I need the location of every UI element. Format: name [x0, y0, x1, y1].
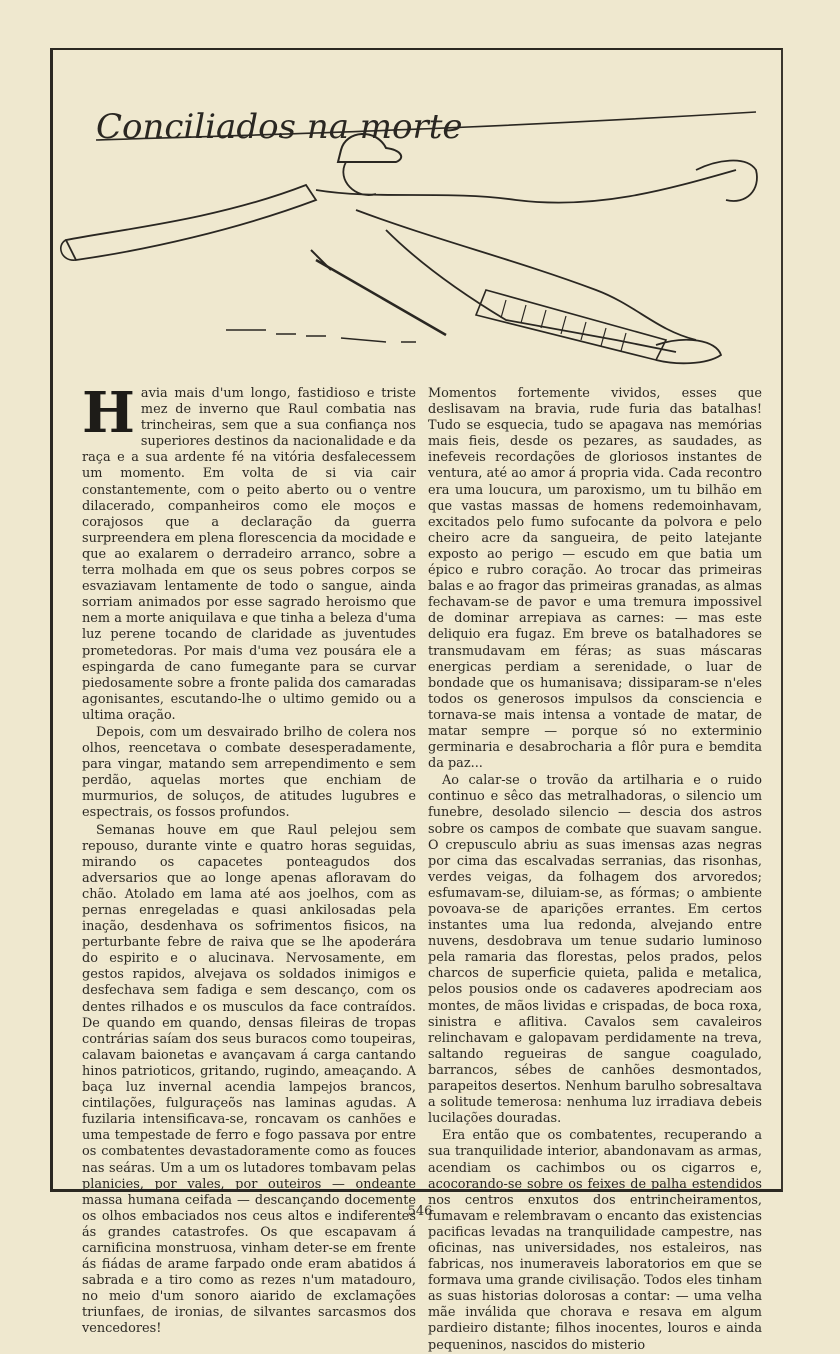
paragraph: Ao calar-se o trovão da artilharia e o ruido continuo e sêco das metralhadoras, o silencio um funebre, desolado silencio — descia dos astros sobre os campos de combate que suavam sangue. O crepusculo abriu as suas imensas azas negras por cima das escalvadas serranias, das risonhas, verdes veigas, da folhagem dos arvoredos; esfumavam-se, diluiam-se, as fórmas; o ambiente povoava-se de aparições errantes. Em certos instantes uma lua redonda, alvejando entre nuvens, desdobrava um tenue sudario luminoso pela ramaria das florestas, pelos prados, pelos charcos de superficie quieta, palida e metalica, pelos pousios onde os cadaveres apodreciam aos montes, de mãos lividas e crispadas, de boca roxa, sinistra e aflitiva. Cavalos sem cavaleiros relinchavam e galopavam perdidamente na treva, saltando regueiras de sangue coagulado, barrancos, sébes de canhões desmontados, parapeitos desertos. Nenhum barulho sobresaltava a solitude temerosa: nenhuma luz irradiava debeis lucilações douradas.: [428, 773, 762, 1127]
paragraph: Momentos fortemente vividos, esses que deslisavam na bravia, rude furia das batalhas! Tudo se esquecia, tudo se apagava nas memórias mais fieis, desde os pezares, as saudades, as inefeveis recordações de gloriosos instantes de ventura, até ao amor á propria vida. Cada recontro era uma loucura, um paroxismo, um tu bilhão em que vastas massas de homens redemoinhavam, excitados pelo fumo sufocante da polvora e pelo cheiro acre da sangueira, de peito latejante exposto ao perigo — escudo em que batia um épico e rubro coração. Ao trocar das primeiras balas e ao fragor das primeiras granadas, as almas fechavam-se de pavor e uma tremura impossivel de dominar arrepiava as carnes: — mas este deliquio era fugaz. Em breve os batalhadores se transmudavam em féras; as suas máscaras energicas perdiam a serenidade, o luar de bondade que os humanisava; dissiparam-se n'eles todos os generosos impulsos da consciencia e tornava-se mais intensa a vontade de matar, de matar sempre — porque só no exterminio germinaria e desabrocharia a flôr pura e bemdita da paz...: [428, 386, 762, 772]
paragraph: Havia mais d'um longo, fastidioso e triste mez de inverno que Raul combatia nas trincheiras, sem que a sua confiança nos superiores destinos da nacionalidade e da raça e a sua ardente fé na vitória desfalecessem um momento. Em volta de si via cair constantemente, com o peito aberto ou o ventre dilacerado, companheiros como ele moços e corajosos que a declaração da guerra surpreendera em plena florescencia da mocidade e que ao exalarem o derradeiro arranco, sobre a terra molhada em que os seus pobres corpos se esvaziavam lentamente de todo o sangue, ainda sorriam animados por esse sagrado heroismo que nem a morte aniquilava e que tinha a beleza d'uma luz perene tocando de claridade as juventudes prometedoras. Por mais d'uma vez pousára ele a espingarda de cano fumegante para se curvar piedosamente sobre a fronte palida dos camaradas agonisantes, escutando-lhe o ultimo gemido ou a ultima oração.: [82, 380, 416, 723]
column-right: [428, 386, 762, 1353]
column-left: [82, 380, 416, 1337]
paragraph: Depois, com um desvairado brilho de colera nos olhos, reencetava o combate desesperadamente, para vingar, matando sem arrependimento e sem perdão, aquelas mortes que enchiam de murmurios, de soluços, de atitudes lugubres e espectrais, os fossos profundos.: [82, 724, 416, 821]
drop-cap: H: [82, 380, 135, 446]
page-number: 546: [407, 1204, 433, 1219]
paragraph: Era então que os combatentes, recuperando a sua tranquilidade interior, abandonavam as armas, acendiam os cachimbos ou os cigarros e, acocorando-se sobre os feixes de palha estendidos nos centros enxutos dos entrincheiramentos, fumavam e relembravam o encanto das existencias pacificas levadas na tranquilidade campestre, nas oficinas, nas universidades, nos estaleiros, nas fabricas, nos inumeraveis laboratorios em que se formava uma grande civilisação. Todos eles tinham as suas historias dolorosas a contar: — uma velha mãe inválida que chorava e resava em algum pardieiro distante; filhos inocentes, louros e ainda pequeninos, nascidos do misterio: [428, 1128, 762, 1353]
paragraph: Semanas houve em que Raul pelejou sem repouso, durante vinte e quatro horas seguidas, mirando os capacetes ponteagudos dos adversarios que ao longe apenas afloravam do chão. Atolado em lama até aos joelhos, com as pernas enregeladas e quasi ankilosadas pela inação, desdenhava os sofrimentos fisicos, na perturbante febre de raiva que se lhe apoderára do espirito e o alucinava. Nervosamente, em gestos rapidos, alvejava os soldados inimigos e desfechava sem fadiga e sem descanço, com os dentes rilhados e os musculos da face contraídos. De quando em quando, densas fileiras de tropas contrárias saíam dos seus buracos como toupeiras, calavam baionetas e avançavam á carga cantando hinos patrioticos, gritando, rugindo, ameaçando. A baça luz invernal acendia lampejos brancos, cintilações, fulguraçeõs nas laminas agudas. A fuzilaria intensificava-se, roncavam os canhões e uma tempestade de ferro e fogo passava por entre os combatentes devastadoramente como as fouces nas seáras. Um a um os lutadores tombavam pelas planicies, por vales, por outeiros — ondeante massa humana ceifada — descançando docemente os olhos embaciados nos ceus altos e indiferentes ás grandes catastrofes. Os que escapavam á carnificina monstruosa, vinham deter-se em frente ás fiádas de arame farpado onde eram abatidos á sabrada e a tiro como as rezes n'um matadouro, no meio d'um sonoro aiarido de exclamações triunfaes, de ironias, de silvantes sarcasmos dos vencedores!: [82, 822, 416, 1337]
header-illustration: [56, 90, 781, 380]
soldiers-drawing: [56, 90, 781, 380]
script-title: Conciliados na morte: [96, 107, 463, 147]
